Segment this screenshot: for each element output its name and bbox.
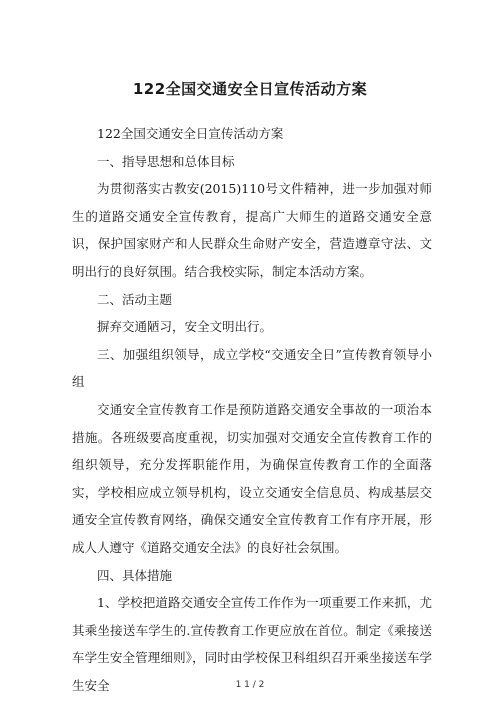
paragraph: 摒弃交通陋习，安全文明出行。 [97,319,273,335]
section-heading-4: 四、具体措施 [97,567,173,583]
paragraph: 为贯彻落实古教安(2015)110号文件精神，进一步加强对师生的道路交通安全宣传教育，提高广大师生的道路交通安全意识，保护国家财产和人民群众生命财产安全，营造遵章守法、文明出行的良好氛围。结合我校实际，制定本活动方案。 [72,181,432,279]
document-title: 122全国交通安全日宣传活动方案 [132,80,368,98]
paragraph: 1、学校把道路交通安全宣传工作作为一项重要工作来抓，尤其乘坐接送车学生的.宣传教育工作更应放在首位。制定《乘接送车学生安全管理细则》，同时由学校保卫科组织召开乘坐接送车学生安全 [72,595,432,693]
document-body [72,120,432,699]
section-heading-1: 一、指导思想和总体目标 [97,153,235,169]
paragraph-subtitle: 122全国交通安全日宣传活动方案 [97,126,284,141]
section-heading-2: 二、活动主题 [97,291,173,307]
page-indicator: 1 1 / 2 [235,680,265,690]
paragraph: 交通安全宣传教育工作是预防道路交通安全事故的一项治本措施。各班级要高度重视，切实加强对交通安全宣传教育工作的组织领导，充分发挥职能作用，为确保宣传教育工作的全面落实，学校相应成立领导机构，设立交通安全信息员、构成基层交通安全宣传教育网络，确保交通安全宣传教育工作有序开展，形成人人遵守《道路交通安全法》的良好社会氛围。 [72,401,432,555]
section-heading-3: 三、加强组织领导，成立学校“交通安全日”宣传教育领导小组 [72,346,432,390]
